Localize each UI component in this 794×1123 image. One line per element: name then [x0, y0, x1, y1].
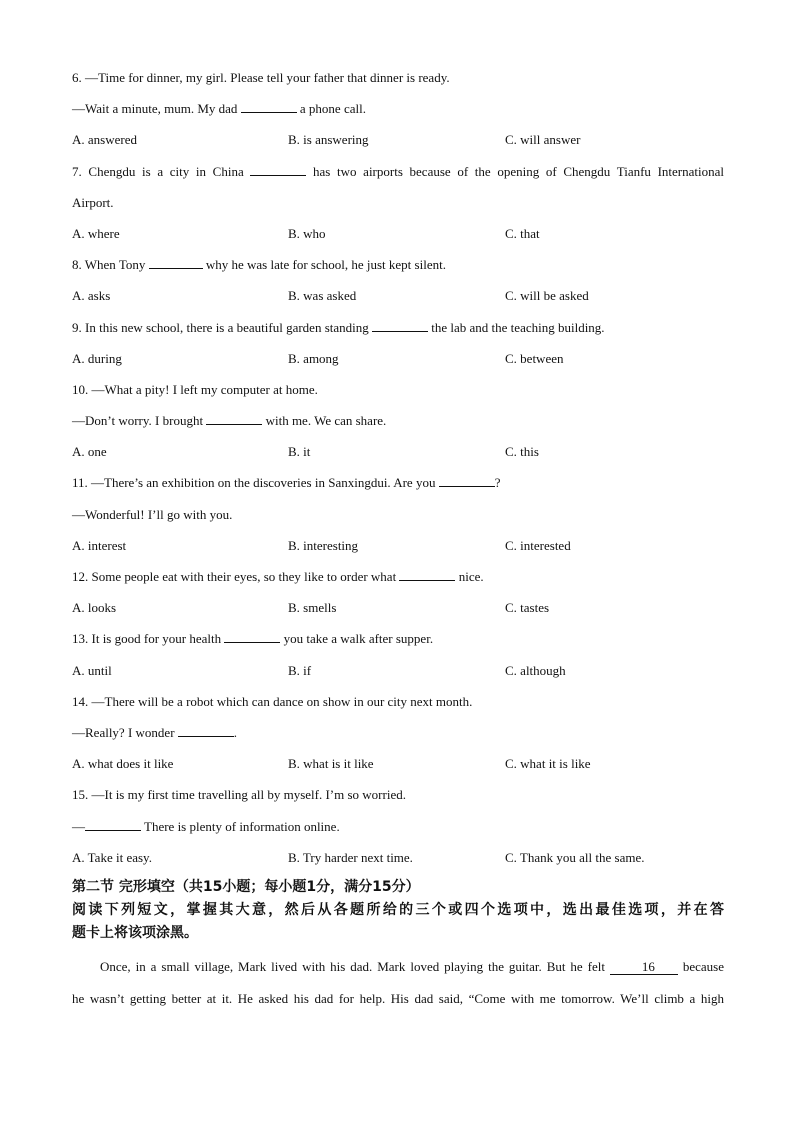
option-c: C. that: [505, 225, 540, 241]
option-b: B. who: [288, 225, 326, 241]
question-stem: Airport.: [72, 194, 114, 210]
option-c: C. what it is like: [505, 756, 591, 772]
option-c: C. will answer: [505, 132, 581, 148]
question-stem: — There is plenty of information online.: [72, 818, 340, 834]
answer-blank: [206, 414, 262, 425]
option-b: B. was asked: [288, 288, 357, 304]
question-9: [72, 312, 724, 374]
question-stem: 14. —There will be a robot which can dance on show in our city next month.: [72, 693, 473, 709]
section-instruction: [72, 899, 724, 945]
option-a: A. until: [72, 662, 112, 678]
question-stem: 7. Chengdu is a city in China has two airports because of the opening of Chengdu Tianfu International: [72, 163, 724, 179]
answer-blank: [224, 632, 280, 643]
question-stem: —Wonderful! I’ll go with you.: [72, 506, 233, 522]
passage-line: he wasn’t getting better at it. He asked his dad for help. His dad said, “Come with me tomorrow. We’ll climb a high: [72, 990, 724, 1006]
question-14: [72, 686, 724, 780]
option-c: C. will be asked: [505, 288, 589, 304]
question-13: [72, 623, 724, 685]
option-b: B. if: [288, 662, 312, 678]
options-row: [72, 748, 724, 779]
answer-blank: [149, 258, 203, 269]
option-a: A. where: [72, 225, 120, 241]
question-stem: 10. —What a pity! I left my computer at home.: [72, 381, 318, 397]
option-b: B. interesting: [288, 537, 359, 553]
options-row: [72, 343, 724, 374]
instruction-line: 题卡上将该项涂黑。: [72, 924, 198, 941]
option-b: B. Try harder next time.: [288, 849, 413, 865]
options-row: [72, 218, 724, 249]
question-15: [72, 779, 724, 873]
option-b: B. what is it like: [288, 756, 374, 772]
answer-blank: [439, 476, 495, 487]
question-8: [72, 249, 724, 311]
option-b: B. it: [288, 444, 311, 460]
option-c: C. tastes: [505, 600, 550, 616]
option-a: A. interest: [72, 537, 127, 553]
option-c: C. between: [505, 350, 564, 366]
answer-blank: [372, 321, 428, 332]
options-row: [72, 530, 724, 561]
option-c: C. although: [505, 662, 566, 678]
option-c: C. this: [505, 444, 539, 460]
options-row: [72, 124, 724, 155]
option-a: A. answered: [72, 132, 137, 148]
option-c: C. interested: [505, 537, 571, 553]
option-a: A. one: [72, 444, 107, 460]
question-stem: —Don’t worry. I brought with me. We can share.: [72, 413, 387, 429]
answer-blank: [178, 726, 234, 737]
options-row: [72, 592, 724, 623]
answer-blank: [241, 102, 297, 113]
question-stem: 11. —There’s an exhibition on the discoveries in Sanxingdui. Are you ?: [72, 475, 501, 491]
question-stem: —Really? I wonder .: [72, 724, 238, 740]
passage-line: Once, in a small village, Mark lived with his dad. Mark loved playing the guitar. But he felt 16 because: [100, 958, 724, 974]
option-a: A. Take it easy.: [72, 849, 152, 865]
question-stem: 12. Some people eat with their eyes, so they like to order what nice.: [72, 569, 484, 584]
question-stem: 9. In this new school, there is a beautiful garden standing the lab and the teaching building.: [72, 319, 605, 335]
question-12: [72, 561, 724, 623]
question-stem: 6. —Time for dinner, my girl. Please tell your father that dinner is ready.: [72, 70, 450, 85]
question-stem: —Wait a minute, mum. My dad a phone call.: [72, 101, 366, 117]
answer-blank: [250, 165, 306, 176]
option-b: B. is answering: [288, 132, 369, 148]
instruction-line: 阅读下列短文，掌握其大意，然后从各题所给的三个或四个选项中，选出最佳选项，并在答: [72, 901, 724, 918]
cloze-passage: [72, 951, 724, 1015]
question-stem: 8. When Tony why he was late for school, he just kept silent.: [72, 257, 446, 273]
answer-blank: [399, 570, 455, 581]
option-b: B. among: [288, 350, 339, 366]
option-a: A. during: [72, 350, 122, 366]
section-title: 第二节 完形填空（共15小题；每小题1分，满分15分）: [72, 878, 420, 895]
option-a: A. asks: [72, 288, 111, 304]
option-a: A. looks: [72, 600, 117, 616]
option-c: C. Thank you all the same.: [505, 849, 645, 865]
options-row: [72, 436, 724, 467]
question-stem: 15. —It is my first time travelling all by myself. I’m so worried.: [72, 787, 406, 803]
question-10: [72, 374, 724, 468]
options-row: [72, 280, 724, 311]
option-b: B. smells: [288, 600, 337, 616]
question-7: [72, 156, 724, 250]
question-11: [72, 467, 724, 561]
question-6: [72, 62, 724, 156]
answer-blank: [85, 820, 141, 831]
cloze-blank-16: 16: [610, 960, 678, 975]
question-stem: 13. It is good for your health you take a walk after supper.: [72, 631, 434, 647]
option-a: A. what does it like: [72, 756, 174, 772]
options-row: [72, 655, 724, 686]
options-row: [72, 842, 724, 873]
exam-page: [72, 62, 724, 1015]
